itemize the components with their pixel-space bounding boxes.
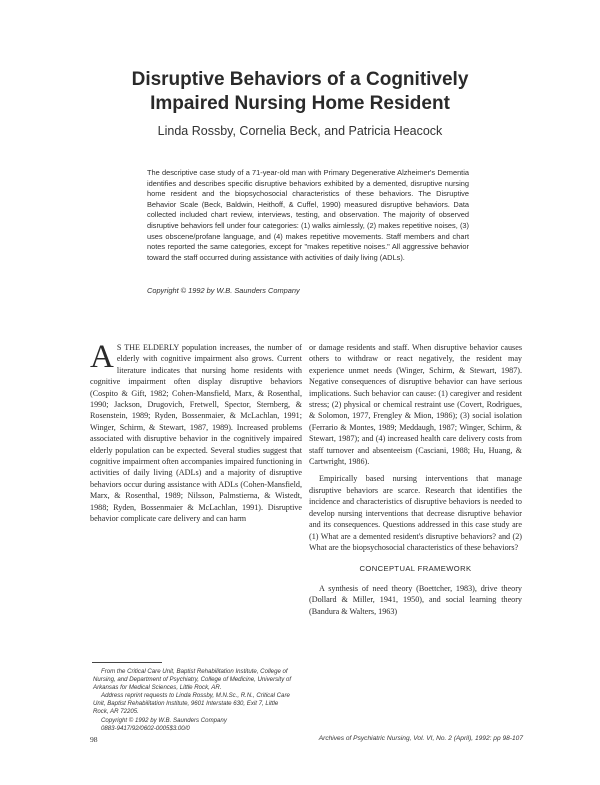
framework-paragraph: A synthesis of need theory (Boettcher, 1983), drive theory (Dollard & Miller, 1941, 1950), and social learning theory (Bandura & Walters, 1963) (309, 583, 522, 616)
section-heading: CONCEPTUAL FRAMEWORK (359, 564, 472, 574)
footnote-affiliation: From the Critical Care Unit, Baptist Rehabilitation Institute, College of Nursing, and Department of Psychiatry, College of Medicine, University of Arkansas for Medical Sciences, Little Rock, AR. (93, 668, 292, 692)
article-title (60, 68, 540, 116)
page-number: 98 (90, 735, 98, 744)
footnote-address: Address reprint requests to Linda Rossby, M.N.Sc., R.N., Critical Care Unit, Baptist Rehabilitation Institute, 9601 Interstate 630, Exit 7, Little Rock, AR 72205. (93, 692, 290, 716)
research-questions-paragraph: Empirically based nursing interventions that manage disruptive behaviors are scarce. Research that identifies the incidence and characteristics of disruptive behaviors is needed to develop nursing interventions that decrease disruptive behavior and its consequences. Questions addressed in this case study are (1) What are a demented resident's disruptive behaviors? and (2) What are the biopsychosocial characteristics of these behaviors? (309, 474, 522, 552)
abstract: The descriptive case study of a 71-year-old man with Primary Degenerative Alzheimer's Dementia identifies and describes specific disruptive behaviors exhibited by a demented, disruptive nursing home resident and the biopsychosocial characteristics of these behaviors. The Disruptive Behavior Scale (Beck, Baldwin, Heithoff, & Cuffel, 1990) measured disruptive behaviors. Data collected included chart review, interviews, testing, and observation. The majority of observed disruptive behaviors fell under four categories: (1) walks aimlessly, (2) makes repetitive noises, (3) uses obscene/profane language, and (4) makes repetitive movements. Staff members and chart notes reported the same categories, except for "makes repetitive noises." All aggressive behavior toward the staff occurred during assistance with activities of daily living (ADLs). (147, 168, 469, 262)
footnote (93, 668, 295, 733)
footnote-code: 0883-9417/92/0602-0005$3.00/0 (101, 724, 190, 732)
intro-paragraph (90, 339, 302, 525)
body-right-column (309, 342, 522, 617)
footnote-copyright: Copyright © 1992 by W.B. Saunders Company (101, 716, 227, 724)
body-left-column (90, 339, 302, 525)
article-authors: Linda Rossby, Cornelia Beck, and Patricia Heacock (157, 124, 443, 138)
footnote-rule (92, 662, 162, 663)
title-line-1: Disruptive Behaviors of a Cognitively (131, 69, 469, 90)
drop-cap: A (90, 339, 114, 375)
title-line-2: Impaired Nursing Home Resident (150, 93, 450, 114)
intro-text: S THE ELDERLY population increases, the number of elderly with cognitive impairment also grows. Current literature indicates that nursing home residents with cognitive impairment often display disruptive behaviors (Cospito & Gift, 1982; Cohen-Mansfield, Marx, & Rosenthal, 1990; Jackson, Drugovich, Fretwell, Spector, Sternberg, & Rosenstein, 1989; Ryden, Bossenmaier, & McLachlan, 1991; Winger, Schirm, & Stewart, 1987, 1989). Increased problems associated with disruptive behavior in the cognitively impaired elderly population can be expected. Several studies suggest that cognitive impairment often accompanies impaired functioning in activities of daily living (ADLs) and a majority of disruptive behaviors occur during assistance with ADLs (Cohen-Mansfield, Marx, & Rosenthal, 1989; Nilsson, Palmstierna, & Wistedt, 1988; Ryden, Bossenmaier & McLachlan, 1991). Disruptive behavior complicate care delivery and can harm (90, 343, 302, 524)
consequences-paragraph: or damage residents and staff. When disruptive behavior causes others to withdraw or react negatively, the resident may experience unmet needs (Winger, Schirm, & Stewart, 1987). Negative consequences of disruptive behavior can have serious implications. Such behavior can cause: (1) caregiver and resident stress; (2) physical or chemical restraint use (Covert, Rodrigues, & Solomon, 1977, Frengley & Mion, 1986); (3) social isolation (Ferrario & Montes, 1989; Meddaugh, 1987; Winger, Schirm, & Stewart, 1987); and (4) increased health care delivery costs from staff turnover and absenteeism (Casciani, 1988; Hu, Huang, & Cartwright, 1986). (309, 343, 522, 467)
journal-citation: Archives of Psychiatric Nursing, Vol. VI, No. 2 (April), 1992: pp 98-107 (318, 735, 523, 742)
abstract-copyright: Copyright © 1992 by W.B. Saunders Company (147, 286, 300, 295)
